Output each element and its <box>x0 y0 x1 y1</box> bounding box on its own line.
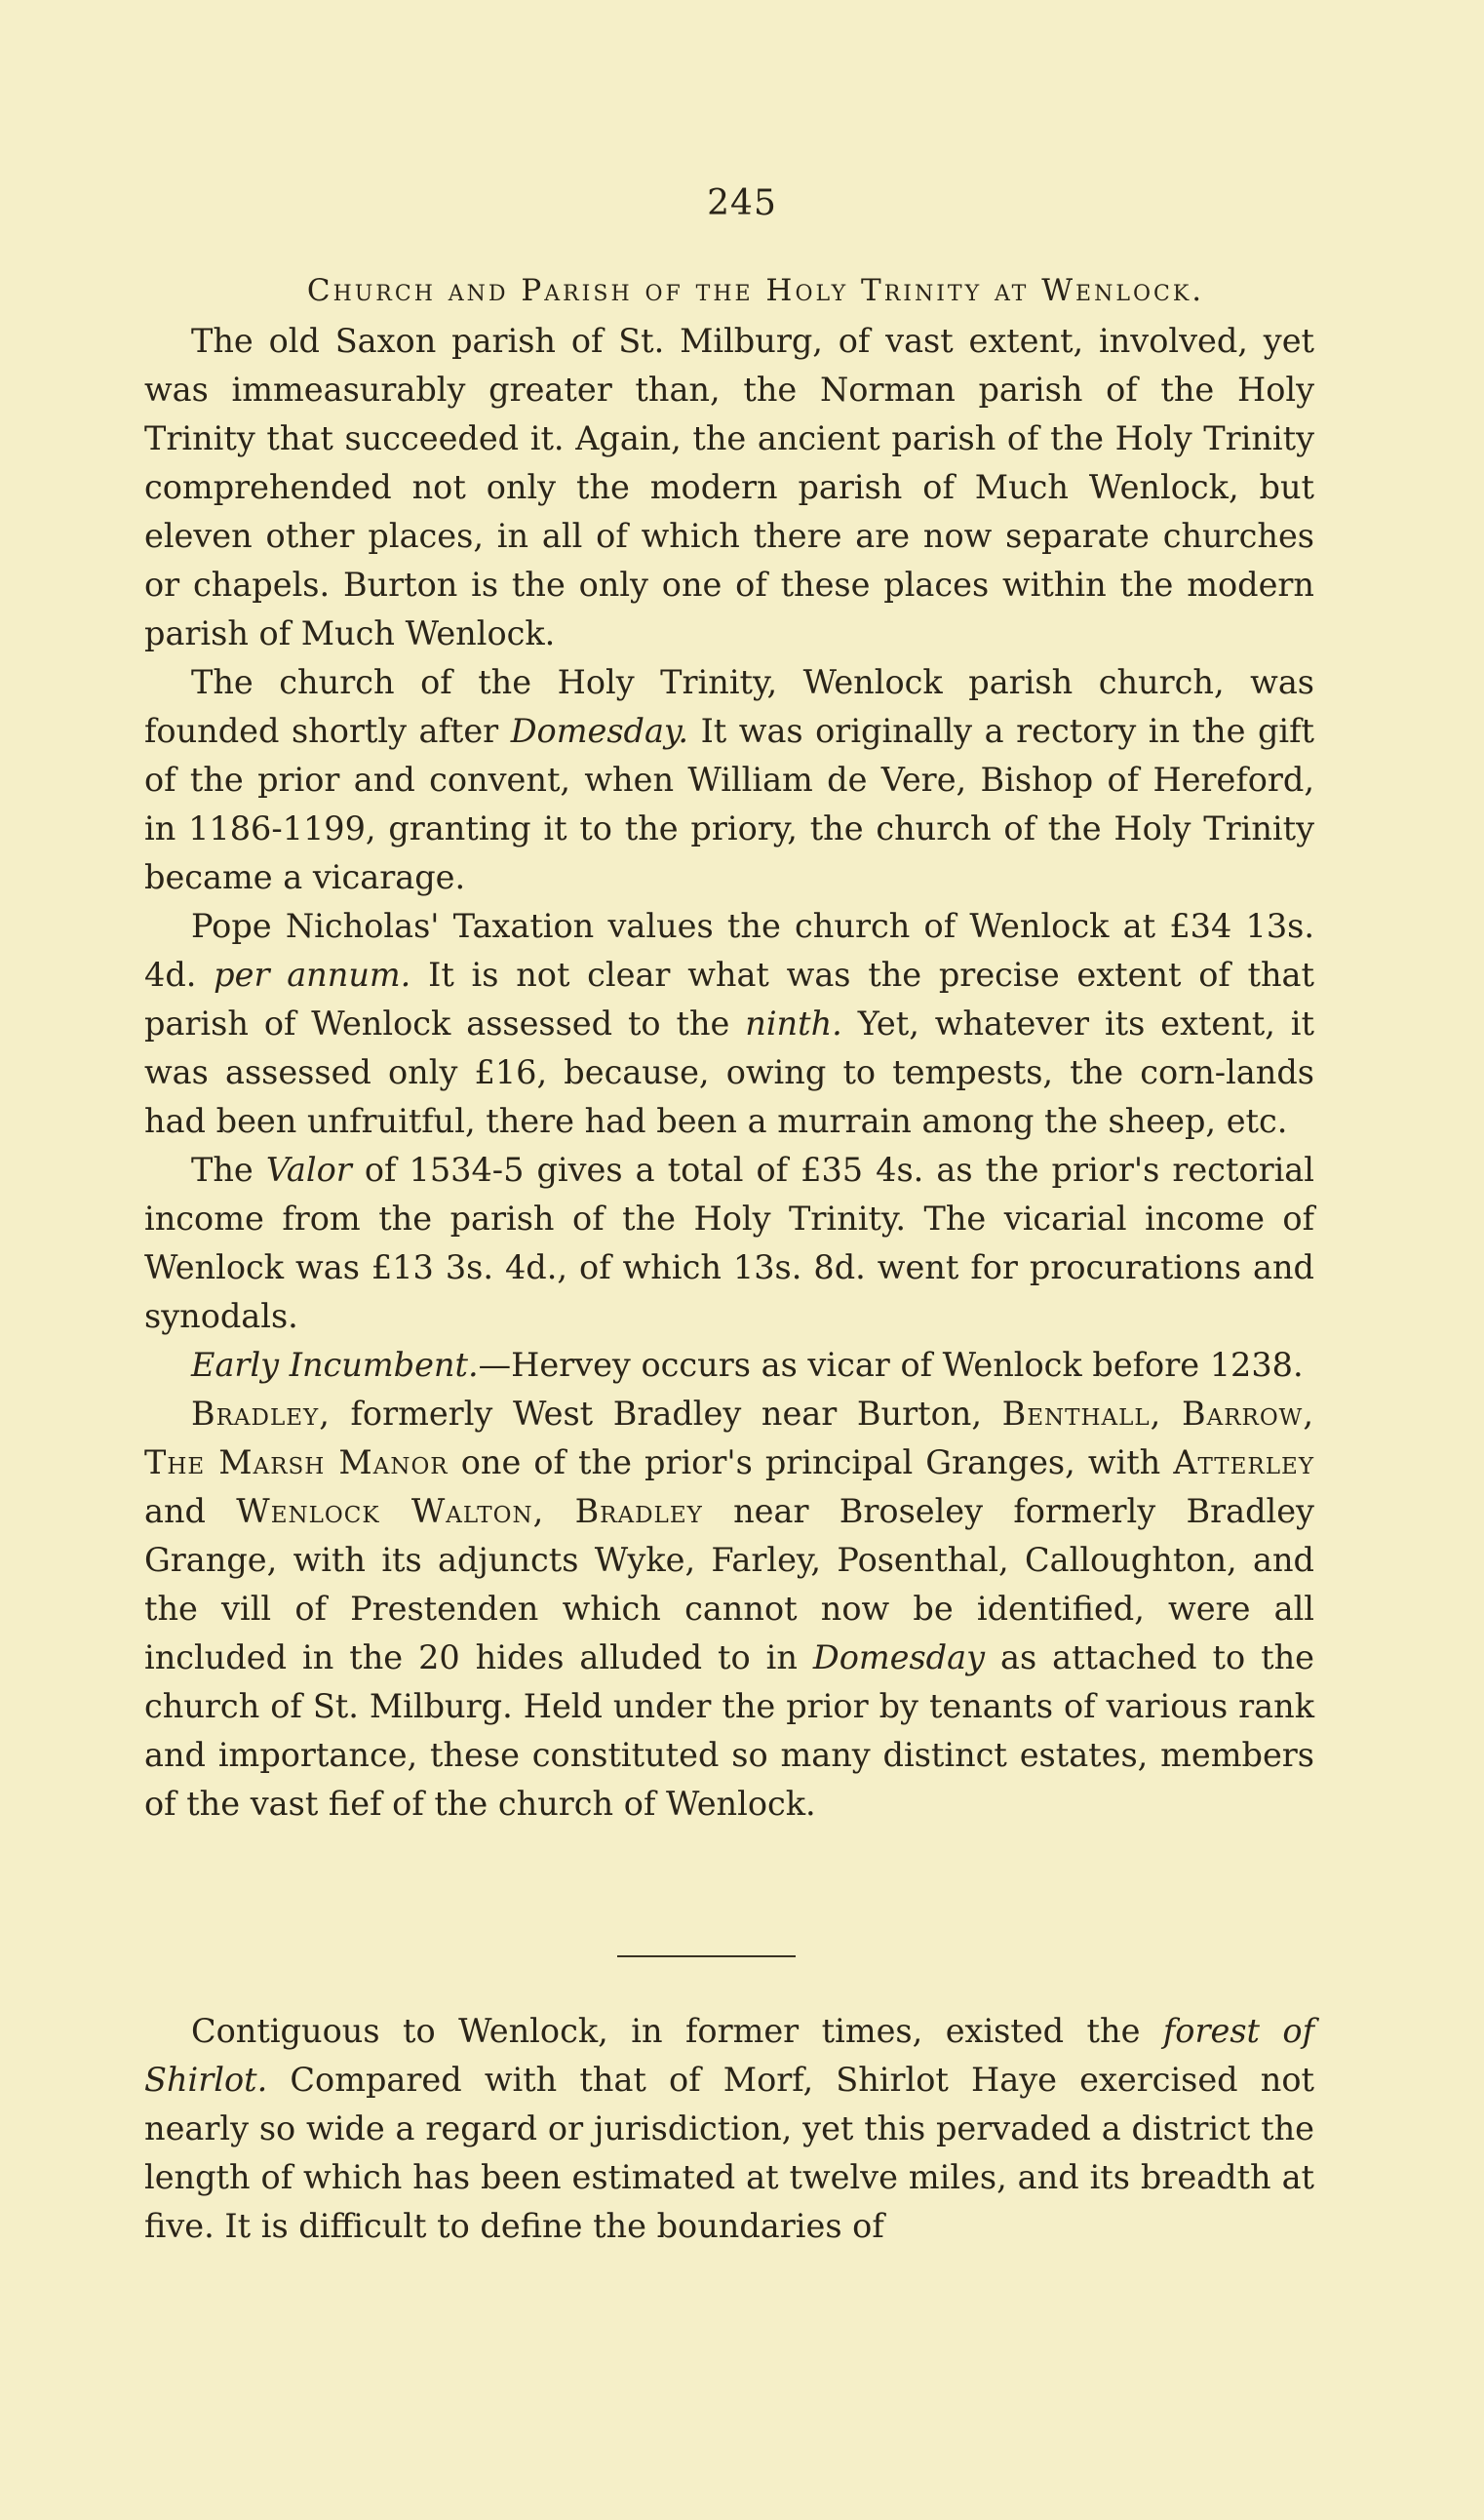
paragraph-5 <box>144 1341 1314 1390</box>
paragraph-text: It was originally a rectory in the gift of the prior and convent, when William de Vere, Bishop of Hereford, in 1186-1199, granting it to the priory, the church of the Holy Trinity became a vicarage. <box>144 712 1314 896</box>
paragraph-text: —Hervey occurs as vicar of Wenlock before 1238. <box>478 1346 1304 1384</box>
paragraph-text: Contiguous to Wenlock, in former times, existed the <box>191 2012 1163 2050</box>
paragraph-text: as attached to the church of St. Milburg. Held under the prior by tenants of various rank and importance, these constituted so many distinct estates, members of the vast fief of the church of Wenlock. <box>144 1638 1314 1823</box>
continuation-text <box>144 2007 1314 2251</box>
place-name: Bradley <box>574 1492 703 1530</box>
place-name: Bradley, <box>191 1395 331 1433</box>
place-name: Barrow, <box>1181 1395 1314 1433</box>
italic-text: Domesday <box>812 1638 986 1676</box>
italic-text: ninth. <box>745 1004 842 1043</box>
page-number: 245 <box>707 183 777 223</box>
italic-text: Valor <box>265 1151 352 1189</box>
main-text <box>144 317 1314 1829</box>
paragraph-text: It is not clear what was the precise extent of that parish of Wenlock assessed to the <box>144 956 1314 1043</box>
paragraph-text: formerly West Bradley near Burton, <box>330 1395 1002 1433</box>
paragraph-text: Compared with that of Morf, Shirlot Haye exercised not nearly so wide a regard or jurisdiction, yet this pervaded a district the length of which has been estimated at twelve miles, and its breadth at five. It is difficult to define the boundaries of <box>144 2061 1314 2245</box>
section-heading: Church and Parish of the Holy Trinity at Wenlock. <box>306 273 1205 308</box>
place-name: Atterley <box>1173 1443 1314 1481</box>
section-divider <box>617 1955 796 1957</box>
paragraph-4 <box>144 1146 1314 1341</box>
paragraph-text: The church of the Holy Trinity, Wenlock parish church, was founded shortly after <box>144 663 1314 750</box>
italic-text: forest of Shirlot. <box>144 2012 1315 2099</box>
italic-text: per annum. <box>214 956 411 994</box>
paragraph-text: Yet, whatever its extent, it was assessed only £16, because, owing to tempests, the corn-lands had been unfruitful, there had been a murrain among the sheep, etc. <box>144 1004 1314 1140</box>
paragraph-text: near Broseley formerly Bradley Grange, with its adjuncts Wyke, Farley, Posenthal, Calloughton, and the vill of Prestenden which cannot now be identified, were all included in the 20 hides alluded to in <box>144 1492 1314 1676</box>
paragraph-7 <box>144 2007 1314 2251</box>
paragraph-text: and <box>144 1492 237 1530</box>
paragraph-text: of 1534-5 gives a total of £35 4s. as the prior's rectorial income from the parish of the Holy Trinity. The vicarial income of Wenlock was £13 3s. 4d., of which 13s. 8d. went for procurations and synodals. <box>144 1151 1314 1335</box>
place-name: Wenlock Walton, <box>236 1492 545 1530</box>
place-name: The Marsh Manor <box>144 1443 449 1481</box>
paragraph-3 <box>144 902 1314 1146</box>
place-name: Benthall, <box>1001 1395 1162 1433</box>
paragraph-2 <box>144 658 1314 902</box>
paragraph-text: The <box>191 1151 266 1189</box>
paragraph-text: Pope Nicholas' Taxation values the church of Wenlock at £34 13s. 4d. <box>144 907 1314 994</box>
italic-text: Domesday. <box>510 712 689 750</box>
paragraph-text: The old Saxon parish of St. Milburg, of vast extent, involved, yet was immeasurably greater than, the Norman parish of the Holy Trinity that succeeded it. Again, the ancient parish of the Holy Trinity comprehended not only the modern parish of Much Wenlock, but eleven other places, in all of which there are now separate churches or chapels. Burton is the only one of these places within the modern parish of Much Wenlock. <box>144 322 1314 652</box>
italic-text: Early Incumbent. <box>191 1346 479 1384</box>
paragraph-1 <box>144 317 1314 658</box>
paragraph-6 <box>144 1390 1314 1829</box>
paragraph-text: one of the prior's principal Granges, with <box>448 1443 1174 1481</box>
